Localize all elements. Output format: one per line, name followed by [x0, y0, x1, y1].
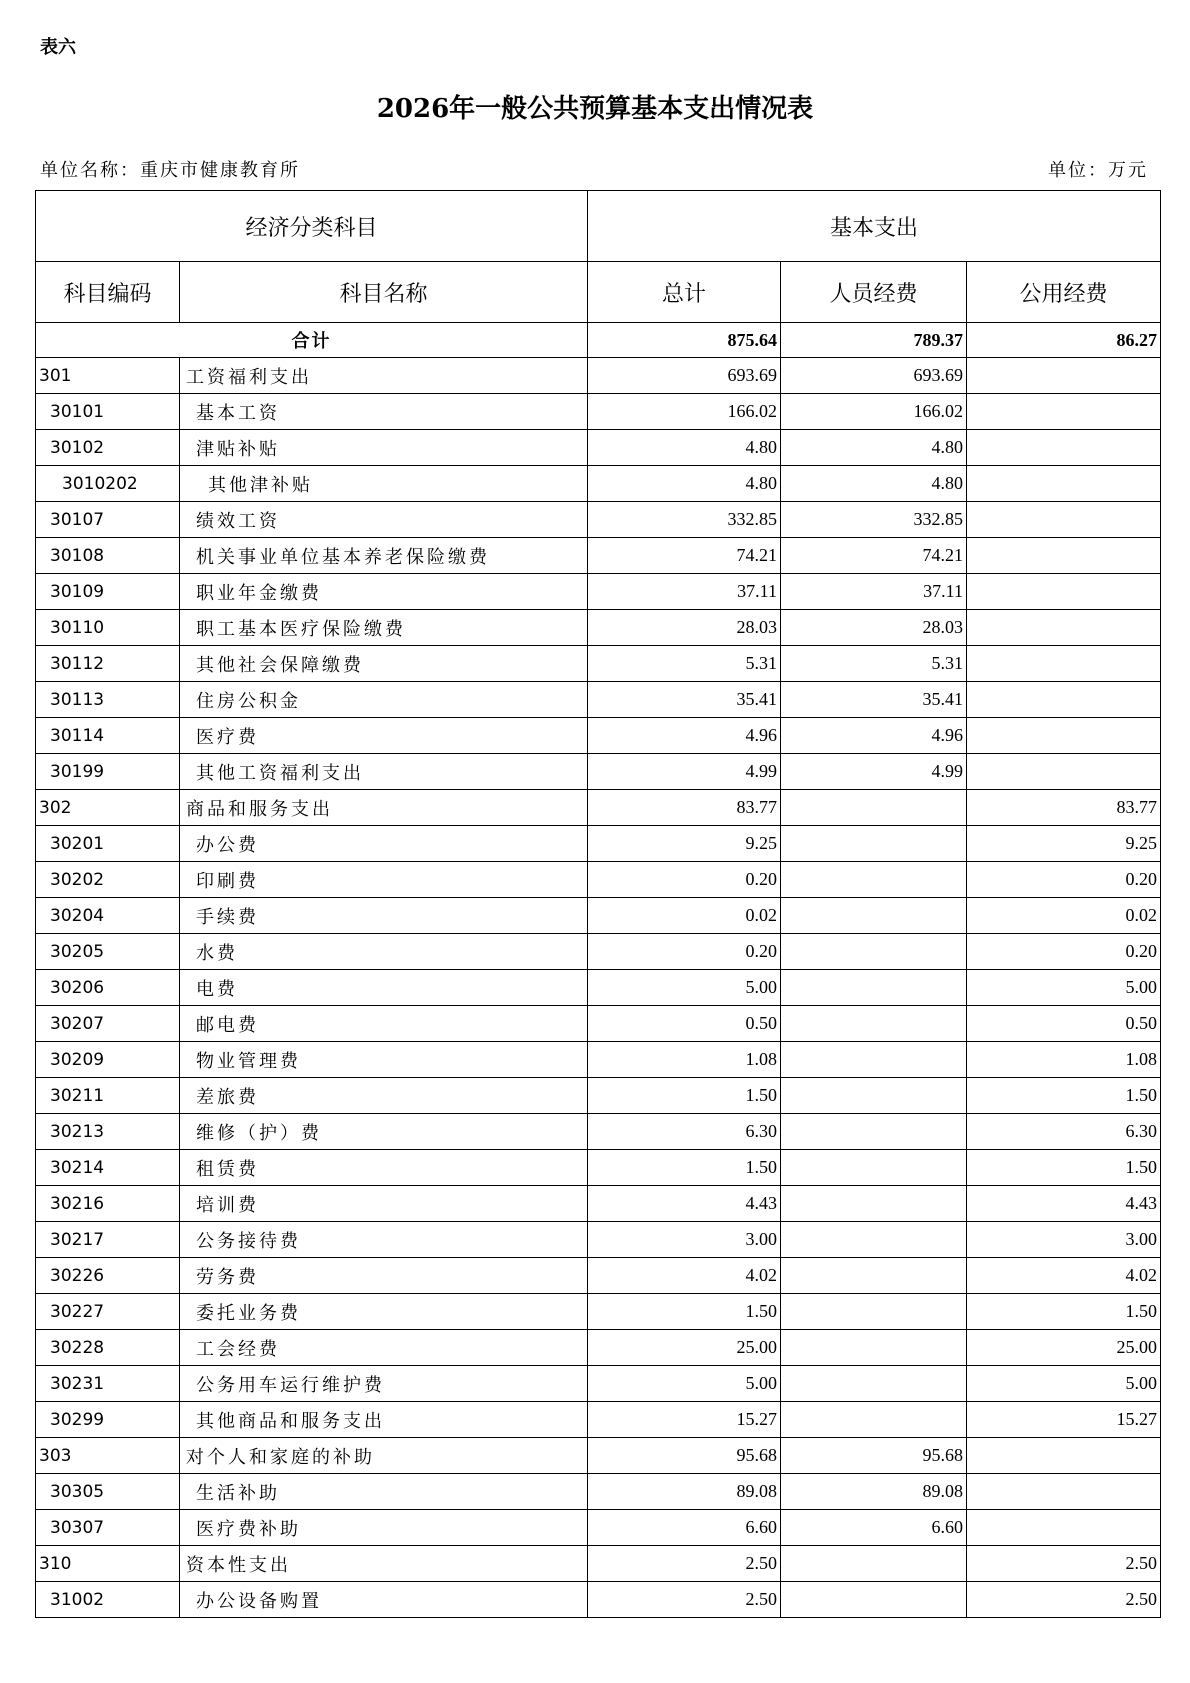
row-public: 0.20 [967, 934, 1161, 970]
table-row [36, 682, 1161, 718]
row-personnel: 89.08 [781, 1474, 967, 1510]
row-public [967, 1438, 1161, 1474]
row-code: 30305 [36, 1474, 180, 1510]
table-row [36, 826, 1161, 862]
row-code: 30231 [36, 1366, 180, 1402]
table-row [36, 1078, 1161, 1114]
row-personnel [781, 826, 967, 862]
budget-table [35, 190, 1161, 1618]
table-row [36, 1510, 1161, 1546]
unit-name-label: 单位名称：重庆市健康教育所 [40, 160, 300, 181]
row-total: 9.25 [588, 826, 781, 862]
table-row [36, 970, 1161, 1006]
row-public: 6.30 [967, 1114, 1161, 1150]
total-row [36, 323, 1161, 358]
row-public: 15.27 [967, 1402, 1161, 1438]
table-row [36, 1042, 1161, 1078]
row-code: 30227 [36, 1294, 180, 1330]
row-personnel [781, 1186, 967, 1222]
table-row [36, 502, 1161, 538]
row-name: 其他工资福利支出 [180, 754, 588, 790]
row-name: 绩效工资 [180, 502, 588, 538]
total-total: 875.64 [588, 323, 781, 358]
row-name: 维修（护）费 [180, 1114, 588, 1150]
table-row [36, 1474, 1161, 1510]
header-public: 公用经费 [967, 262, 1161, 323]
table-row [36, 1402, 1161, 1438]
row-name: 机关事业单位基本养老保险缴费 [180, 538, 588, 574]
row-public [967, 682, 1161, 718]
row-total: 5.00 [588, 1366, 781, 1402]
row-public: 5.00 [967, 970, 1161, 1006]
row-personnel [781, 790, 967, 826]
row-code: 30201 [36, 826, 180, 862]
row-code: 30209 [36, 1042, 180, 1078]
row-personnel: 332.85 [781, 502, 967, 538]
row-public: 4.02 [967, 1258, 1161, 1294]
row-public [967, 430, 1161, 466]
row-total: 0.20 [588, 862, 781, 898]
row-code: 30217 [36, 1222, 180, 1258]
row-code: 30108 [36, 538, 180, 574]
table-row [36, 1582, 1161, 1618]
header-basic-expense: 基本支出 [588, 191, 1161, 262]
table-row [36, 1294, 1161, 1330]
row-personnel [781, 1078, 967, 1114]
row-public [967, 718, 1161, 754]
table-row [36, 1330, 1161, 1366]
row-total: 4.80 [588, 430, 781, 466]
row-name: 其他津补贴 [180, 466, 588, 502]
table-row [36, 1186, 1161, 1222]
row-total: 1.50 [588, 1078, 781, 1114]
row-total: 166.02 [588, 394, 781, 430]
table-row [36, 430, 1161, 466]
row-total: 83.77 [588, 790, 781, 826]
row-name: 津贴补贴 [180, 430, 588, 466]
row-total: 4.02 [588, 1258, 781, 1294]
row-code: 30101 [36, 394, 180, 430]
currency-unit-label: 单位：万元 [1048, 160, 1148, 181]
row-total: 74.21 [588, 538, 781, 574]
row-name: 资本性支出 [180, 1546, 588, 1582]
row-public: 2.50 [967, 1582, 1161, 1618]
row-personnel [781, 1402, 967, 1438]
row-code: 30205 [36, 934, 180, 970]
row-code: 30204 [36, 898, 180, 934]
row-personnel: 166.02 [781, 394, 967, 430]
table-row [36, 610, 1161, 646]
row-personnel [781, 1294, 967, 1330]
row-name: 医疗费补助 [180, 1510, 588, 1546]
row-public: 9.25 [967, 826, 1161, 862]
row-personnel [781, 1258, 967, 1294]
row-total: 5.31 [588, 646, 781, 682]
row-code: 303 [36, 1438, 180, 1474]
row-personnel [781, 1366, 967, 1402]
row-total: 1.08 [588, 1042, 781, 1078]
table-row [36, 1546, 1161, 1582]
row-name: 电费 [180, 970, 588, 1006]
row-total: 4.96 [588, 718, 781, 754]
row-name: 对个人和家庭的补助 [180, 1438, 588, 1474]
row-personnel: 5.31 [781, 646, 967, 682]
row-public: 1.50 [967, 1078, 1161, 1114]
table-row [36, 1006, 1161, 1042]
row-total: 0.50 [588, 1006, 781, 1042]
row-personnel [781, 862, 967, 898]
row-personnel [781, 1114, 967, 1150]
row-code: 30206 [36, 970, 180, 1006]
row-total: 25.00 [588, 1330, 781, 1366]
total-personnel: 789.37 [781, 323, 967, 358]
header-personnel: 人员经费 [781, 262, 967, 323]
row-total: 6.30 [588, 1114, 781, 1150]
header-code: 科目编码 [36, 262, 180, 323]
row-code: 30213 [36, 1114, 180, 1150]
row-total: 37.11 [588, 574, 781, 610]
row-name: 邮电费 [180, 1006, 588, 1042]
total-public: 86.27 [967, 323, 1161, 358]
row-name: 培训费 [180, 1186, 588, 1222]
row-code: 30113 [36, 682, 180, 718]
row-public [967, 1474, 1161, 1510]
row-code: 30114 [36, 718, 180, 754]
row-public: 25.00 [967, 1330, 1161, 1366]
row-total: 15.27 [588, 1402, 781, 1438]
row-public: 5.00 [967, 1366, 1161, 1402]
table-row [36, 574, 1161, 610]
header-total: 总计 [588, 262, 781, 323]
row-code: 302 [36, 790, 180, 826]
row-personnel: 95.68 [781, 1438, 967, 1474]
row-public: 1.08 [967, 1042, 1161, 1078]
row-name: 办公设备购置 [180, 1582, 588, 1618]
row-total: 4.80 [588, 466, 781, 502]
row-public: 0.50 [967, 1006, 1161, 1042]
row-personnel [781, 898, 967, 934]
row-code: 30102 [36, 430, 180, 466]
row-public: 1.50 [967, 1150, 1161, 1186]
table-row [36, 1114, 1161, 1150]
row-total: 89.08 [588, 1474, 781, 1510]
row-name: 职工基本医疗保险缴费 [180, 610, 588, 646]
row-code: 30211 [36, 1078, 180, 1114]
row-code: 30299 [36, 1402, 180, 1438]
row-name: 商品和服务支出 [180, 790, 588, 826]
table-row [36, 394, 1161, 430]
row-public [967, 754, 1161, 790]
row-total: 0.20 [588, 934, 781, 970]
table-row [36, 1150, 1161, 1186]
row-total: 1.50 [588, 1294, 781, 1330]
row-code: 31002 [36, 1582, 180, 1618]
row-public [967, 646, 1161, 682]
row-code: 30112 [36, 646, 180, 682]
row-public: 1.50 [967, 1294, 1161, 1330]
row-code: 30228 [36, 1330, 180, 1366]
row-name: 印刷费 [180, 862, 588, 898]
row-total: 35.41 [588, 682, 781, 718]
row-public [967, 394, 1161, 430]
row-name: 劳务费 [180, 1258, 588, 1294]
table-row [36, 718, 1161, 754]
row-code: 30107 [36, 502, 180, 538]
row-code: 301 [36, 358, 180, 394]
row-name: 办公费 [180, 826, 588, 862]
row-personnel: 4.80 [781, 430, 967, 466]
row-code: 30307 [36, 1510, 180, 1546]
row-personnel: 6.60 [781, 1510, 967, 1546]
header-econ-category: 经济分类科目 [36, 191, 588, 262]
row-code: 30214 [36, 1150, 180, 1186]
row-name: 基本工资 [180, 394, 588, 430]
row-code: 30226 [36, 1258, 180, 1294]
table-row [36, 862, 1161, 898]
table-row [36, 934, 1161, 970]
table-row [36, 466, 1161, 502]
row-code: 30202 [36, 862, 180, 898]
row-name: 其他商品和服务支出 [180, 1402, 588, 1438]
row-total: 28.03 [588, 610, 781, 646]
table-row [36, 358, 1161, 394]
row-total: 6.60 [588, 1510, 781, 1546]
row-name: 工资福利支出 [180, 358, 588, 394]
row-total: 332.85 [588, 502, 781, 538]
row-total: 2.50 [588, 1582, 781, 1618]
row-personnel [781, 1582, 967, 1618]
row-public [967, 610, 1161, 646]
row-name: 医疗费 [180, 718, 588, 754]
row-name: 水费 [180, 934, 588, 970]
row-code: 310 [36, 1546, 180, 1582]
table-row [36, 1366, 1161, 1402]
row-public [967, 1510, 1161, 1546]
row-public: 0.02 [967, 898, 1161, 934]
row-personnel [781, 1150, 967, 1186]
row-total: 3.00 [588, 1222, 781, 1258]
table-row [36, 898, 1161, 934]
row-total: 95.68 [588, 1438, 781, 1474]
row-code: 30109 [36, 574, 180, 610]
row-personnel: 37.11 [781, 574, 967, 610]
row-name: 公务接待费 [180, 1222, 588, 1258]
row-public: 2.50 [967, 1546, 1161, 1582]
row-public: 83.77 [967, 790, 1161, 826]
row-public [967, 538, 1161, 574]
row-code: 3010202 [36, 466, 180, 502]
row-personnel: 28.03 [781, 610, 967, 646]
total-label: 合计 [36, 323, 588, 358]
table-row [36, 538, 1161, 574]
table-row [36, 646, 1161, 682]
row-total: 2.50 [588, 1546, 781, 1582]
row-name: 租赁费 [180, 1150, 588, 1186]
row-personnel: 693.69 [781, 358, 967, 394]
row-name: 公务用车运行维护费 [180, 1366, 588, 1402]
row-code: 30199 [36, 754, 180, 790]
row-personnel: 4.99 [781, 754, 967, 790]
row-personnel [781, 1330, 967, 1366]
table-row [36, 1222, 1161, 1258]
row-public [967, 502, 1161, 538]
row-public: 3.00 [967, 1222, 1161, 1258]
page-title: 2026年一般公共预算基本支出情况表 [376, 94, 814, 124]
row-name: 差旅费 [180, 1078, 588, 1114]
row-name: 生活补助 [180, 1474, 588, 1510]
row-public: 4.43 [967, 1186, 1161, 1222]
row-personnel: 35.41 [781, 682, 967, 718]
table-row [36, 790, 1161, 826]
row-personnel [781, 1546, 967, 1582]
row-total: 0.02 [588, 898, 781, 934]
row-name: 职业年金缴费 [180, 574, 588, 610]
row-total: 1.50 [588, 1150, 781, 1186]
row-personnel [781, 934, 967, 970]
row-public [967, 466, 1161, 502]
row-public: 0.20 [967, 862, 1161, 898]
row-personnel: 74.21 [781, 538, 967, 574]
row-code: 30216 [36, 1186, 180, 1222]
row-code: 30207 [36, 1006, 180, 1042]
row-public [967, 358, 1161, 394]
row-total: 5.00 [588, 970, 781, 1006]
row-personnel [781, 1222, 967, 1258]
table-row [36, 1258, 1161, 1294]
row-personnel [781, 970, 967, 1006]
row-personnel [781, 1006, 967, 1042]
row-personnel: 4.80 [781, 466, 967, 502]
table-row [36, 754, 1161, 790]
row-public [967, 574, 1161, 610]
row-name: 住房公积金 [180, 682, 588, 718]
row-name: 手续费 [180, 898, 588, 934]
row-name: 工会经费 [180, 1330, 588, 1366]
row-total: 4.43 [588, 1186, 781, 1222]
row-name: 物业管理费 [180, 1042, 588, 1078]
row-total: 4.99 [588, 754, 781, 790]
row-total: 693.69 [588, 358, 781, 394]
row-name: 其他社会保障缴费 [180, 646, 588, 682]
row-personnel: 4.96 [781, 718, 967, 754]
row-personnel [781, 1042, 967, 1078]
header-name: 科目名称 [180, 262, 588, 323]
row-name: 委托业务费 [180, 1294, 588, 1330]
row-code: 30110 [36, 610, 180, 646]
table-row [36, 1438, 1161, 1474]
table-number: 表六 [40, 37, 76, 58]
